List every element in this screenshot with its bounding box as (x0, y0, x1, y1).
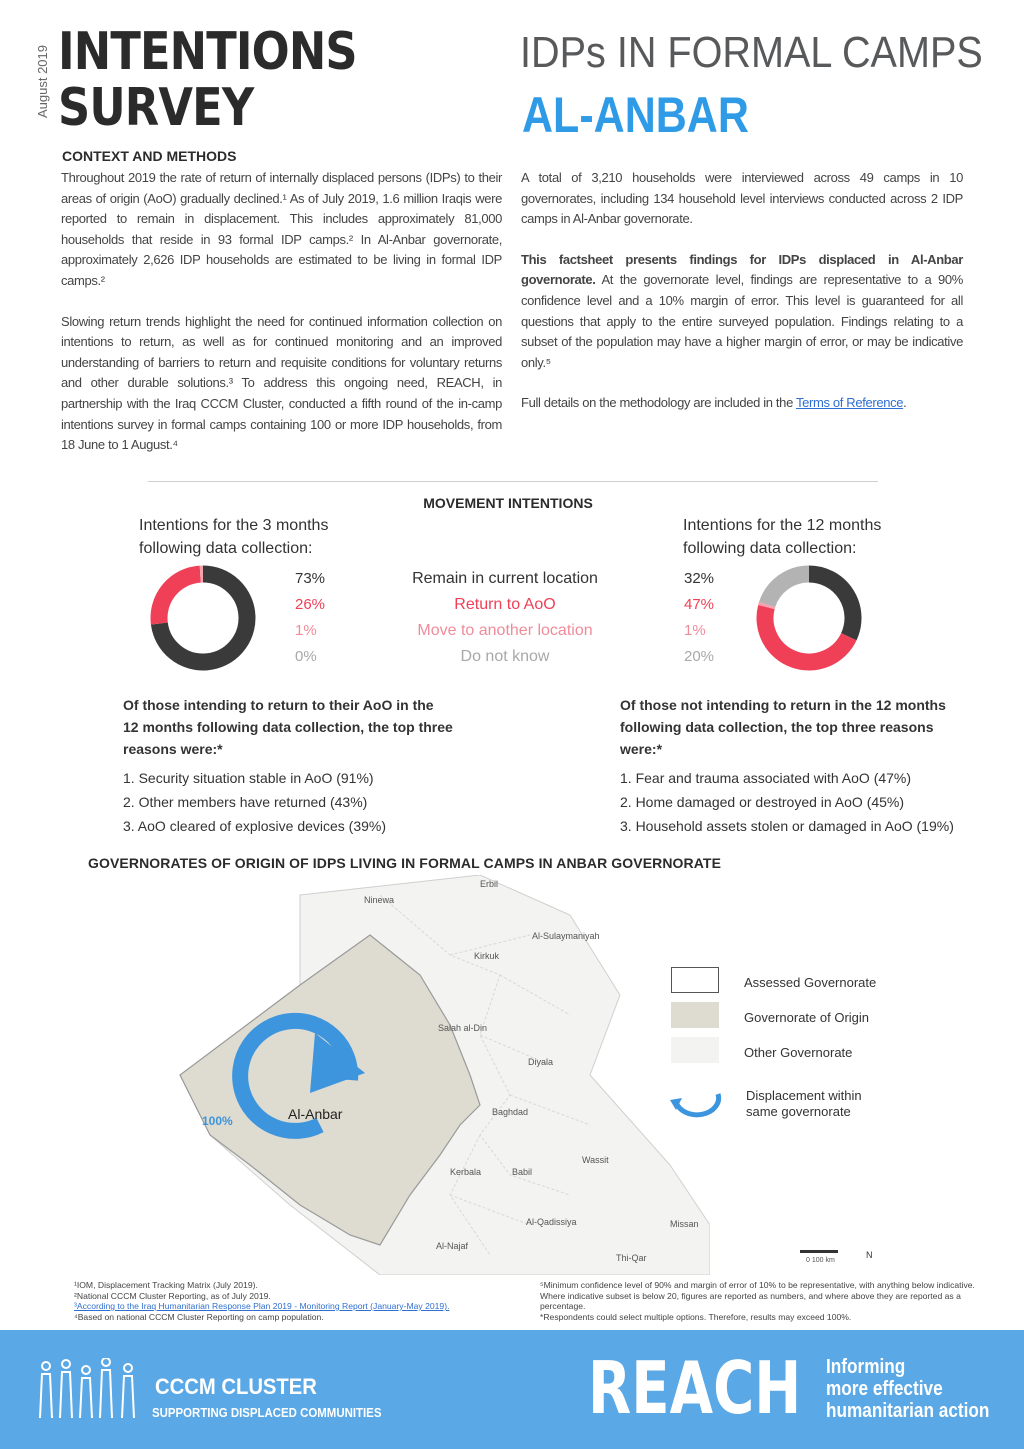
reason-item: 3. Household assets stolen or damaged in AoO (19%) (620, 818, 954, 834)
map-label: Diyala (528, 1057, 554, 1067)
scale-bar-label: 0 100 km (806, 1257, 835, 1264)
donut-slice-remain-in-current-location (809, 574, 853, 637)
context-heading: CONTEXT AND METHODS (62, 148, 237, 164)
footnote: ¹IOM, Displacement Tracking Matrix (July 2019). (74, 1280, 258, 1290)
non-return-reasons-heading: Of those not intending to return in the 12 months following data collection, the top three reasons were:* (620, 697, 946, 757)
brand-line-2: SURVEY (58, 78, 254, 138)
twelve-month-donut-chart (756, 565, 862, 671)
reason-item: 2. Home damaged or destroyed in AoO (45%) (620, 794, 905, 810)
footnote: *Respondents could select multiple options. Therefore, results may exceed 100%. (540, 1311, 852, 1322)
cccm-subtitle: SUPPORTING DISPLACED COMMUNITIES (152, 1405, 382, 1420)
terms-of-reference-link[interactable]: Terms of Reference (795, 395, 904, 411)
donut-slice-do-not-know (767, 574, 809, 604)
governorates-map (150, 875, 710, 1275)
donut-slice-return-to-aoo (159, 574, 200, 623)
legend-displacement: Displacement within same governorate (746, 1088, 862, 1119)
reason-item: 3. AoO cleared of explosive devices (39%) (123, 818, 387, 834)
context-paragraph-4: This factsheet presents findings for IDPs displaced in Al-Anbar governorate. At the governorate level, findings are representative to a 90% confidence level and a 10% margin of error. This level is guaranteed for all questions that apply to the entire surveyed population. Findings relating to a subset of the population may have a higher margin of error, or may be indicative only.⁵ (521, 251, 963, 370)
scale-bar (800, 1250, 838, 1253)
non-return-reasons (620, 694, 965, 838)
three-month-value: 26% (295, 596, 326, 613)
movement-heading: MOVEMENT INTENTIONS (423, 495, 593, 511)
legend-swatch-origin (671, 1002, 719, 1028)
footnotes-left (74, 1280, 504, 1322)
footnote: ²National CCCM Cluster Reporting, as of July 2019. (74, 1290, 271, 1301)
map-label: Ninewa (364, 895, 395, 905)
footnotes-right (540, 1280, 980, 1322)
map-label: Wassit (582, 1155, 609, 1165)
twelve-month-value: 20% (684, 648, 715, 665)
cccm-people-icon (36, 1358, 146, 1420)
twelve-month-value: 47% (684, 596, 715, 613)
return-reasons-heading: Of those intending to return to their AoO in the 12 months following data collection, the top three reasons were:* (123, 697, 453, 757)
footnote (74, 1301, 504, 1312)
three-month-label: Intentions for the 3 months following data collection: (139, 517, 329, 557)
legend-swatch-other (671, 1037, 719, 1063)
displacement-legend-icon (668, 1080, 728, 1120)
cccm-title: CCCM CLUSTER (155, 1374, 317, 1399)
legend-swatch-assessed (671, 967, 719, 993)
movement-legend (384, 566, 626, 670)
map-label: Kerbala (450, 1167, 482, 1177)
reason-item: 2. Other members have returned (43%) (123, 794, 368, 810)
map-label: Baghdad (492, 1107, 529, 1117)
donut-slice-move-to-another-location (766, 604, 767, 607)
return-reasons (123, 694, 453, 838)
anbar-label: Al-Anbar (288, 1106, 343, 1122)
map-label: Missan (670, 1219, 699, 1229)
donut-slice-return-to-aoo (765, 607, 849, 662)
map-label: Kirkuk (474, 951, 500, 961)
legend-item: Remain in current location (412, 570, 598, 587)
brand-line-1: INTENTIONS (58, 22, 357, 82)
three-month-value: 0% (295, 648, 317, 665)
context-paragraph-1: Throughout 2019 the rate of return of internally displaced persons (IDPs) to their areas of origin (AoO) gradually declined.¹ As of July 2019, 1.6 million Iraqis were reported to remain in displacement. This includes approximately 81,000 households that reside in 93 formal IDP camps.² In Al-Anbar governorate, approximately 2,626 IDP households are estimated to be living in formal IDP camps.² (61, 170, 502, 288)
context-paragraph-2: Slowing return trends highlight the need for continued information collection on intentions to return, as well as for continued monitoring and an improved understanding of barriers to return and requisite conditions for voluntary returns and other durable solutions.³ To address this ongoing need, REACH, in partnership with the Iraq CCCM Cluster, conducted a fifth round of the in-camp intentions survey in formal camps containing 100 or more IDP households, from 18 June to 1 August.⁴ (61, 313, 502, 453)
context-paragraph-5: Full details on the methodology are included in the Terms of Reference. (521, 395, 907, 411)
reach-tagline: Informing more effective humanitarian action (826, 1356, 990, 1422)
date-vertical: August 2019 (35, 44, 51, 119)
footnote-link[interactable]: ³According to the Iraq Humanitarian Response Plan 2019 - Monitoring Report (January-May 2019). (74, 1301, 450, 1311)
percent-label: 100% (202, 1114, 233, 1128)
twelve-month-value: 32% (684, 570, 715, 587)
reason-item: 1. Fear and trauma associated with AoO (47%) (620, 770, 912, 786)
map-label: Babil (512, 1167, 533, 1177)
context-right-column (521, 168, 963, 414)
three-month-value: 73% (295, 570, 326, 587)
three-month-value: 1% (295, 622, 317, 639)
footnote: ⁴Based on national CCCM Cluster Reporting on camp population. (74, 1311, 324, 1322)
reason-item: 1. Security situation stable in AoO (91%) (123, 770, 374, 786)
legend-assessed: Assessed Governorate (744, 975, 877, 990)
divider (148, 481, 878, 482)
north-arrow-icon: N (866, 1250, 873, 1260)
map-title: GOVERNORATES OF ORIGIN OF IDPS LIVING IN FORMAL CAMPS IN ANBAR GOVERNORATE (88, 855, 722, 871)
map-label: Erbil (480, 879, 499, 889)
twelve-month-values (684, 566, 724, 670)
context-left-column (61, 168, 502, 456)
page-subtitle: AL-ANBAR (522, 87, 749, 143)
map-label: Al-Najaf (436, 1241, 469, 1251)
footnote: ⁵Minimum confidence level of 90% and margin of error of 10% to be representative, with anything below indicative. Where indicative subset is below 20, figures are reported as numbers, and where above they are reported as a percentage. (540, 1280, 975, 1311)
context-paragraph-3: A total of 3,210 households were interviewed across 49 camps in 10 governorates, including 134 household level interviews conducted across 2 IDP camps in Al-Anbar governorate. (521, 170, 963, 227)
twelve-month-value: 1% (684, 622, 706, 639)
map-label: Salah al-Din (438, 1023, 488, 1033)
intentions-survey-logo (58, 24, 405, 136)
three-month-donut-chart (150, 565, 256, 671)
three-month-values (295, 566, 335, 670)
reach-logo: REACH (588, 1346, 802, 1430)
page-title: IDPs IN FORMAL CAMPS (520, 28, 983, 77)
legend-origin: Governorate of Origin (744, 1010, 870, 1025)
map-label: Thi-Qar (616, 1253, 647, 1263)
legend-other: Other Governorate (744, 1045, 853, 1060)
legend-item: Return to AoO (454, 596, 556, 613)
map-label: Al-Qadissiya (526, 1217, 577, 1227)
map-label: Al-Sulaymaniyah (532, 931, 600, 941)
twelve-month-label: Intentions for the 12 months following data collection: (683, 517, 882, 557)
legend-item: Do not know (460, 648, 550, 665)
legend-item: Move to another location (417, 622, 593, 639)
